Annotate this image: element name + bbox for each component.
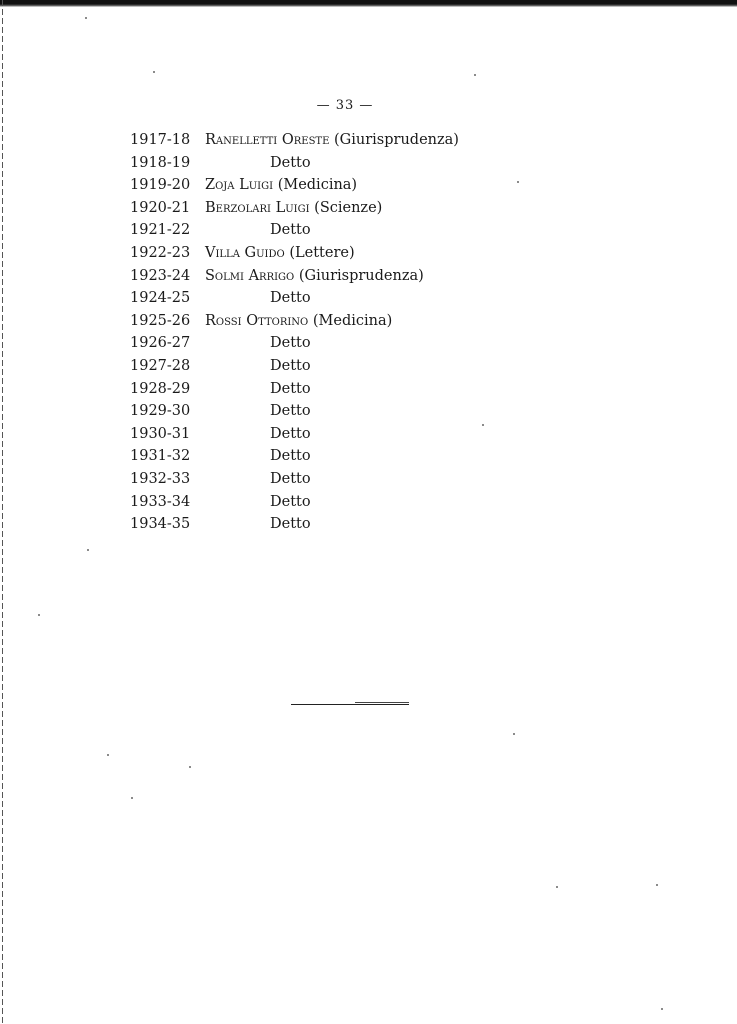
scan-speck (556, 886, 558, 888)
academic-year: 1917-18 (130, 132, 191, 148)
ditto-entry: Detto (270, 335, 311, 352)
end-rule-line-short (355, 702, 409, 703)
ditto-entry: Detto (270, 154, 311, 171)
end-rule (291, 702, 409, 706)
academic-year: 1921-22 (130, 222, 191, 239)
scan-speck (131, 797, 133, 799)
scan-speck (87, 549, 89, 551)
scan-speck (474, 74, 476, 76)
faculty: (Giurisprudenza) (298, 267, 424, 284)
faculty: (Lettere) (289, 244, 355, 261)
end-rule-line (291, 704, 409, 705)
faculty: (Giurisprudenza) (334, 132, 459, 148)
academic-year: 1918-19 (130, 154, 191, 171)
rector-entry (205, 266, 424, 286)
scan-speck (482, 424, 484, 426)
rector-entry (205, 175, 357, 195)
academic-year: 1932-33 (130, 470, 191, 487)
scan-speck (656, 884, 658, 886)
faculty: (Medicina) (312, 312, 393, 329)
academic-year: 1934-35 (130, 516, 191, 533)
ditto-entry: Detto (270, 403, 311, 420)
scan-speck (85, 17, 87, 19)
scan-speck (153, 71, 155, 73)
rector-given-name: Luigi (275, 199, 310, 216)
academic-year: 1927-28 (130, 357, 191, 374)
scan-speck (517, 181, 519, 183)
scan-left-edge (2, 0, 3, 1024)
scan-speck (189, 766, 191, 768)
page-number: — 33 — (316, 98, 374, 113)
rector-entry (205, 243, 355, 263)
ditto-entry: Detto (270, 357, 311, 374)
rector-surname: Berzolari (205, 199, 271, 216)
academic-year: 1933-34 (130, 493, 191, 510)
scan-top-edge (0, 0, 737, 7)
scan-speck (107, 754, 109, 756)
rector-entry (205, 198, 382, 218)
rector-entry (205, 311, 392, 331)
rector-given-name: Luigi (239, 177, 274, 194)
ditto-entry: Detto (270, 222, 311, 239)
faculty: (Medicina) (277, 177, 358, 194)
academic-year: 1929-30 (130, 403, 191, 420)
academic-year: 1922-23 (130, 244, 191, 261)
academic-year: 1924-25 (130, 290, 191, 307)
rector-surname: Solmi (205, 267, 244, 284)
rector-given-name: Arrigo (248, 267, 295, 284)
rector-surname: Rossi (205, 312, 242, 329)
ditto-entry: Detto (270, 470, 311, 487)
rector-entry (205, 130, 459, 150)
scan-speck (661, 1008, 663, 1010)
ditto-entry: Detto (270, 425, 311, 442)
rector-given-name: Oreste (281, 132, 330, 148)
academic-year: 1925-26 (130, 312, 191, 329)
ditto-entry: Detto (270, 290, 311, 307)
academic-year: 1928-29 (130, 380, 191, 397)
ditto-entry: Detto (270, 516, 311, 533)
faculty: (Scienze) (314, 199, 383, 216)
academic-year: 1919-20 (130, 177, 191, 194)
ditto-entry: Detto (270, 493, 311, 510)
academic-year: 1920-21 (130, 199, 191, 216)
scan-speck (38, 614, 40, 616)
rector-given-name: Guido (244, 244, 285, 261)
academic-year: 1923-24 (130, 267, 191, 284)
scan-speck (513, 733, 515, 735)
ditto-entry: Detto (270, 448, 311, 465)
academic-year: 1926-27 (130, 335, 191, 352)
rector-given-name: Ottorino (246, 312, 309, 329)
academic-year: 1930-31 (130, 425, 191, 442)
rector-surname: Ranelletti (205, 132, 278, 148)
rector-surname: Zoja (205, 177, 235, 194)
academic-year: 1931-32 (130, 448, 191, 465)
ditto-entry: Detto (270, 380, 311, 397)
rector-surname: Villa (205, 244, 240, 261)
